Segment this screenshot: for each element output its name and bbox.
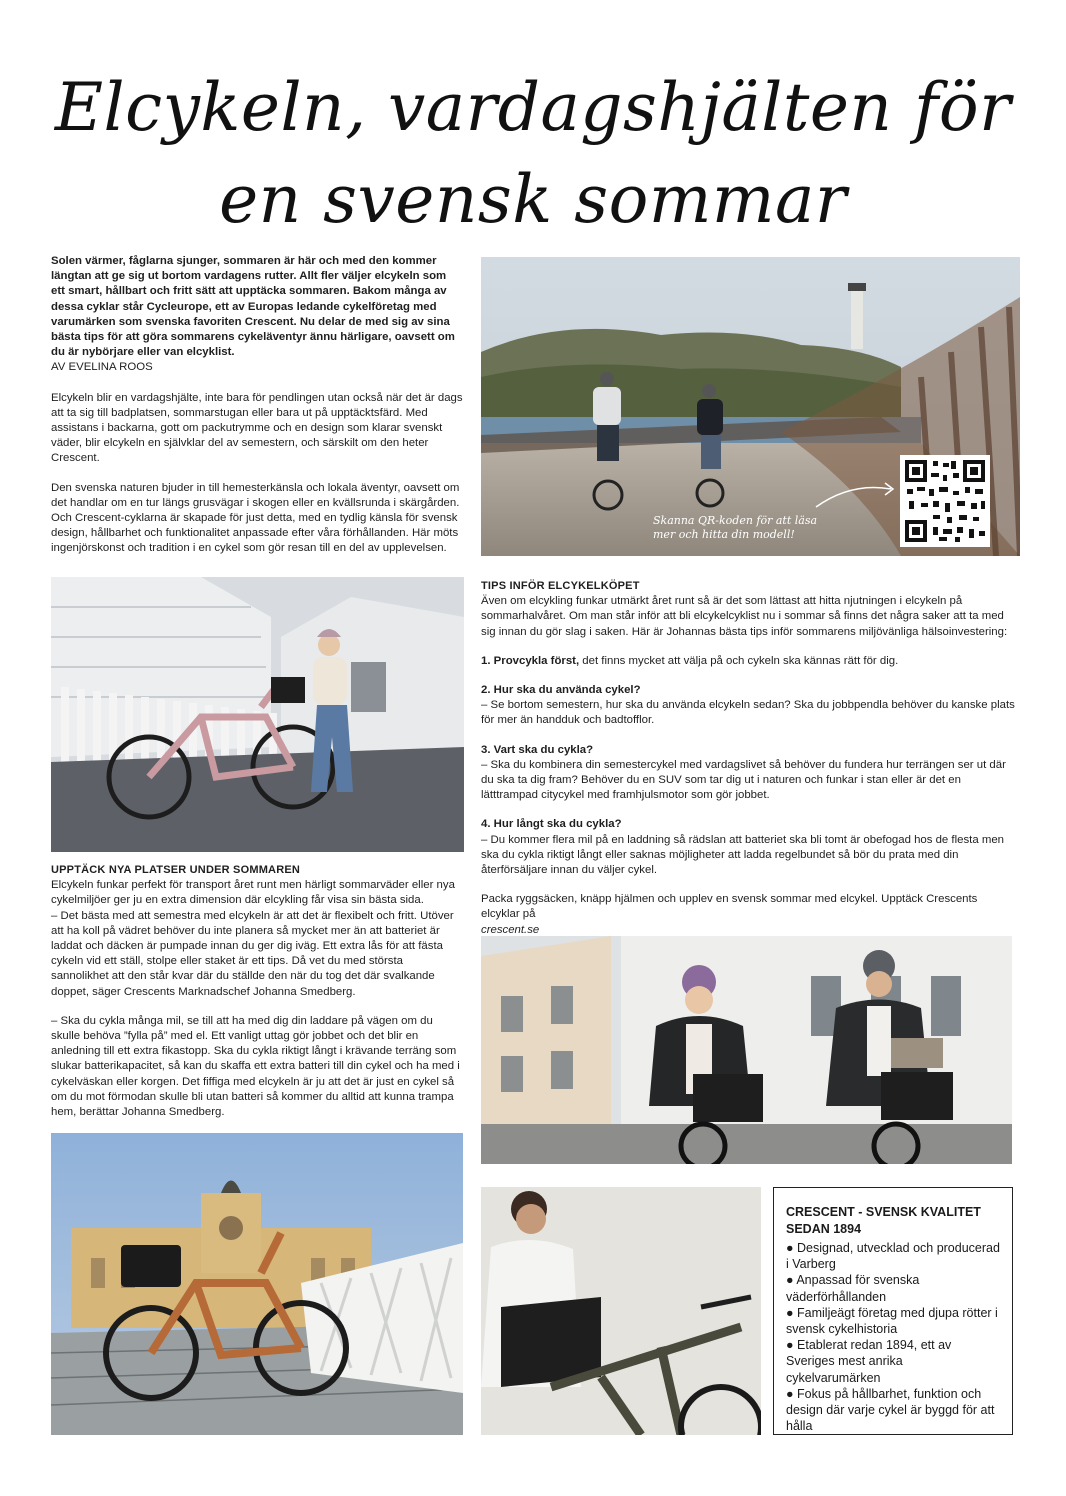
tip-1-head: 1. Provcykla först, — [481, 654, 580, 667]
factbox-item: ● Designad, utvecklad och producerad i Varberg — [786, 1241, 1000, 1272]
title-line-1: Elcykeln, vardagshjälten för — [54, 69, 1012, 146]
factbox-heading: CRESCENT - SVENSK KVALITET SEDAN 1894 — [786, 1205, 981, 1236]
photo-woman-pink-bike — [51, 577, 464, 852]
tips-column — [481, 579, 1017, 952]
tip-1 — [481, 654, 1017, 669]
tips-heading: TIPS INFÖR ELCYKELKÖPET — [481, 580, 640, 592]
photo-orange-bike-bridge — [51, 1133, 463, 1435]
tip-3 — [481, 743, 1017, 804]
tip-3-text: – Ska du kombinera din semestercykel med vardagslivet så behöver du fundera hur terrängen ser ut där du ska ta dig fram? Behöver du en SUV som tar dig ut i naturen och funkar i stan eller är det en lätttrampad citycykel med framhjulsmotor som gör jobbet. — [481, 758, 1006, 802]
explore-column — [51, 863, 463, 1134]
explore-heading: UPPTÄCK NYA PLATSER UNDER SOMMAREN — [51, 864, 301, 876]
factbox-item: ● Etablerat redan 1894, ett av Sveriges mest anrika cykelvarumärken — [786, 1338, 952, 1385]
explore-paragraph-2: – Ska du cykla många mil, se till att ha med dig din laddare på vägen om du skulle behöva ”fylla på” med el. Ett vanligt uttag gör jobbet och det blir en anledning till ett extra fikastopp. Ska du cykla riktigt långt i krävande terräng som slukar batterikapacitet, så kan du skaffa ett extra batteri till din cykel och ha med i cykelväskan eller korgen. Det fiffiga med elcykeln är ju att det är just en cykel så om du mot förmodan skulle bli utan batteri så kommer du alltid att kunna trampa hem, berättar Johanna Smedberg. — [51, 1014, 460, 1119]
tip-1-text: det finns mycket att välja på och cykeln ska kännas rätt för dig. — [579, 654, 899, 667]
tips-outro-text: Packa ryggsäcken, knäpp hjälmen och upplev en svensk sommar med elcykel. Upptäck Crescents elcyklar på — [481, 893, 978, 921]
tip-2 — [481, 683, 1017, 729]
tip-2-head: 2. Hur ska du använda cykel? — [481, 684, 641, 697]
factbox-item: ● Familjeägt företag med djupa rötter i svensk cykelhistoria — [786, 1305, 998, 1337]
qr-caption: Skanna QR-koden för att läsa mer och hitta din modell! — [653, 514, 818, 541]
intro-lead: Solen värmer, fåglarna sjunger, sommaren är här och med den kommer längtan att ge sig ut bortom vardagens rutter. Allt fler väljer elcykeln som ett smart, hållbart och fritt sätt att upptäcka sommaren. Bakom många av dessa cyklar står Cycleurope, ett av Europas ledande cykelföretag med varumärken som svenska favoriten Crescent. Nu delar de med sig av sina bästa tips för att göra sommarens cykeläventyr ännu härligare, oavsett om du är nybörjare eller van elcyklist. — [51, 255, 455, 359]
tips-outro — [481, 892, 1017, 938]
factbox — [773, 1187, 1013, 1435]
photo-man-bike-bag — [481, 1187, 761, 1435]
crescent-link[interactable]: crescent.se — [481, 923, 540, 936]
intro-paragraph-1: Elcykeln blir en vardagshjälte, inte bara för pendlingen utan också när det är dags att ta sig till badplatsen, sommarstugan eller bara ut på upptäcktsfärd. Med assistans i backarna, gott om packutrymme och en design som klarar svenskt väder, blir elcykeln en självklar del av semestern, och särskilt om den heter Crescent. — [51, 391, 463, 465]
photo-coastal-cyclists — [481, 257, 1020, 556]
explore-paragraph-1: Elcykeln funkar perfekt för transport året runt men härligt sommarväder eller nya cykelmiljöer ger ju en extra dimension där elcykling får visa sin bästa sida. – Det bästa med att semestra med elcykeln är att det är flexibelt och fritt. Utöver att ha koll på vädret behöver du inte planera så mycket mer än att batteriet är laddat och däcken är pumpade innan du ger dig iväg. Ett extra lås för att fästa cykeln vid ett ställ, stolpe eller staket är ett tips. Då vet du med största sannolikhet att den står kvar där du ställde den när du tog det där svalkande doppet, säger Crescents Marknadschef Johanna Smedberg. — [51, 879, 455, 998]
tip-3-head: 3. Vart ska du cykla? — [481, 743, 594, 756]
photo-two-women-city — [481, 936, 1012, 1164]
title-line-2: en svensk sommar — [219, 161, 847, 238]
tips-intro: Även om elcykling funkar utmärkt året runt så är det som lättast att hitta njutningen i elcykeln på sommarhalvåret. Om man står inför att bli elcykelcyklist nu i sommar så finns det några saker att ta med sig innan du gör slag i saken. Här är Johannas bästa tips inför sommarens miljövänliga hälsoinvestering: — [481, 595, 1008, 638]
intro-paragraph-2: Den svenska naturen bjuder in till hemesterkänsla och lokala äventyr, oavsett om det handlar om en tur längs grusvägar i skogen eller en kvällsrunda i skärgården. Och Crescent-cyklarna är skapade för just detta, med en tydlig känsla för svensk design, hållbarhet och funktionalitet anpassade efter våra förhållanden. Här möts ingenjörskonst och tradition i en cykel som gör resan till en del av upplevelsen. — [51, 481, 460, 555]
page-title — [0, 62, 1066, 246]
factbox-item: ● Fokus på hållbarhet, funktion och design där varje cykel är byggd för att hålla — [786, 1386, 995, 1434]
intro-column — [51, 254, 463, 571]
tip-4-head: 4. Hur långt ska du cykla? — [481, 818, 622, 831]
factbox-item: ● Anpassad för svenska väderförhållanden — [786, 1273, 920, 1304]
byline: AV EVELINA ROOS — [51, 361, 153, 374]
tip-4 — [481, 817, 1017, 878]
tip-4-text: – Du kommer flera mil på en laddning så rädslan att batteriet ska bli tomt är obefogad hos de flesta men ska du cykla riktigt långt eller saknas möjligheter att ladda regelbundet så bör du prata med din återförsäljare innan du väljer cykel. — [481, 833, 1004, 877]
tip-2-text: – Se bortom semestern, hur ska du använda elcykeln sedan? Ska du jobbpendla behöver du kanske plats för mer än handduk och badtofflor. — [481, 699, 1015, 727]
